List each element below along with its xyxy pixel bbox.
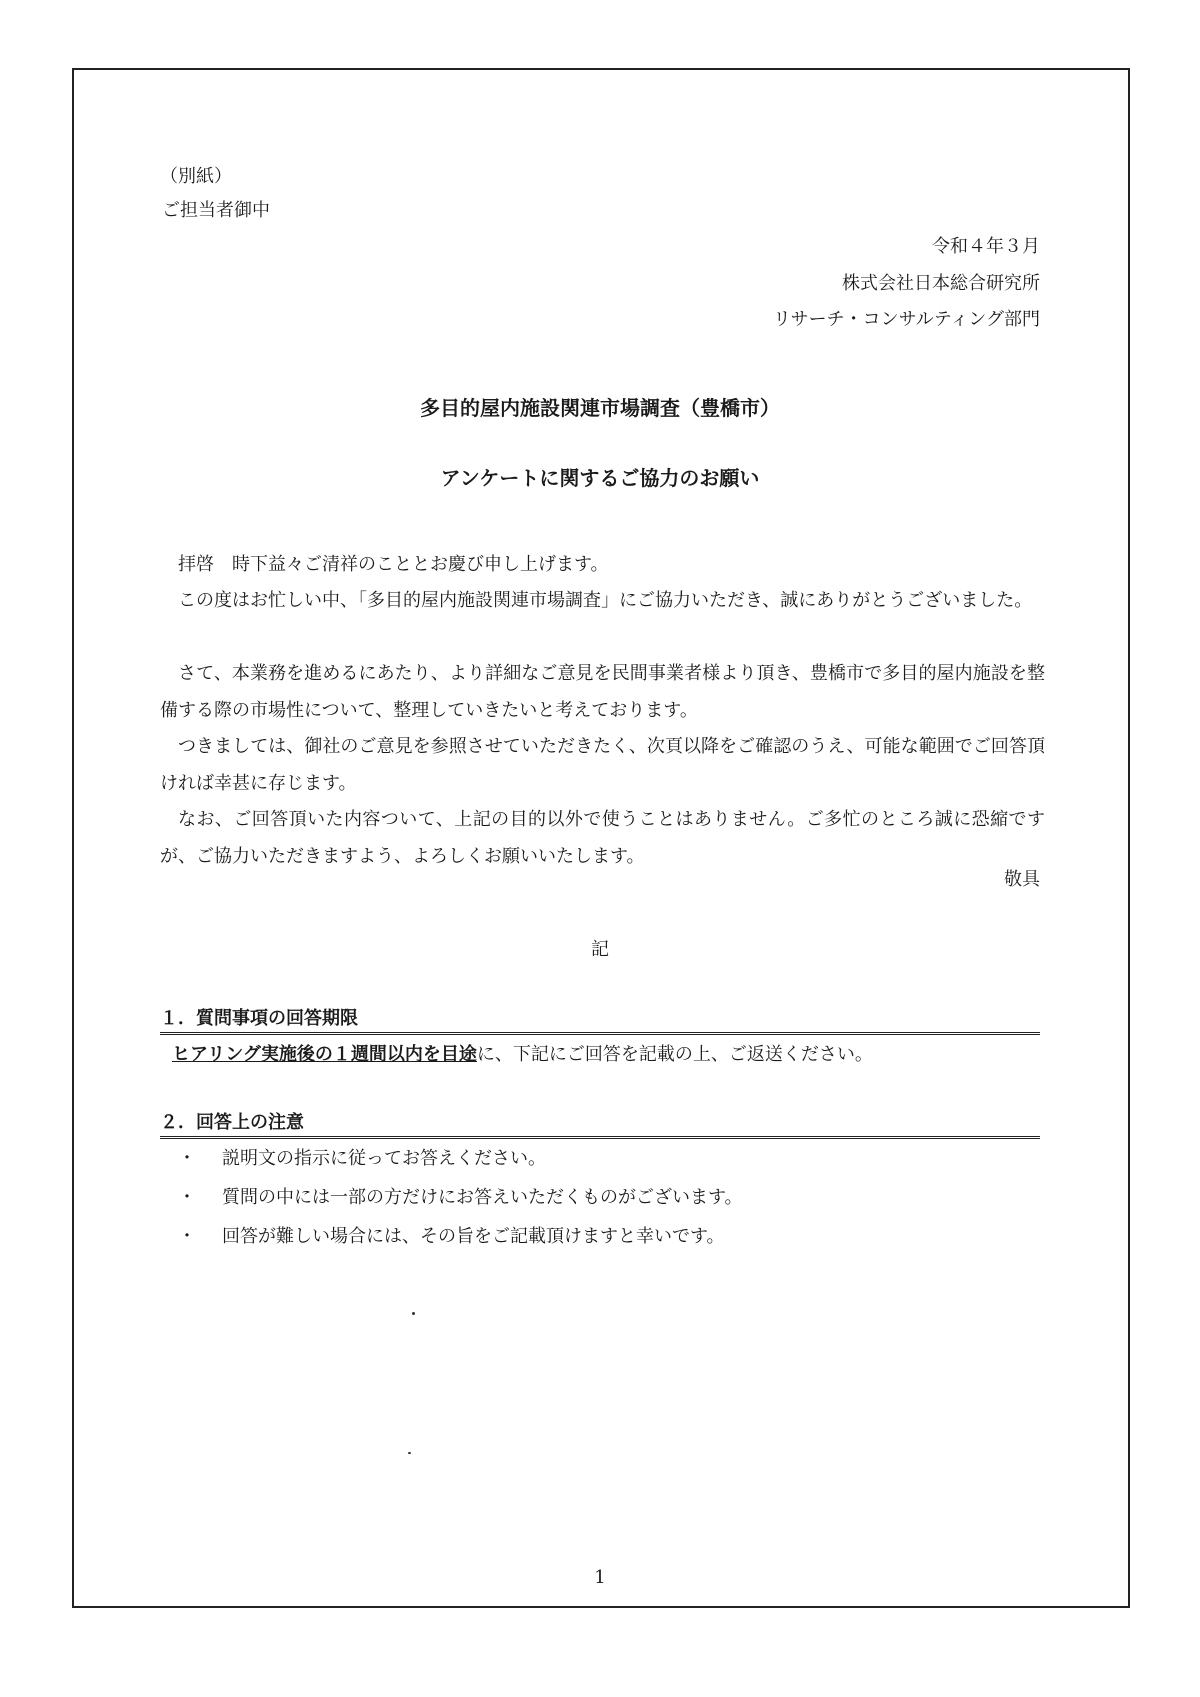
bullet-mark: ・ bbox=[178, 1148, 196, 1169]
note-text: 説明文の指示に従ってお答えください。 bbox=[222, 1148, 546, 1169]
closing-word: 敬具 bbox=[1004, 869, 1040, 890]
section-1-text bbox=[172, 1043, 873, 1067]
issue-date: 令和４年３月 bbox=[932, 236, 1040, 257]
section-1-heading: １．質問事項の回答期限 bbox=[160, 1004, 1040, 1035]
greeting-paragraph: 拝啓 時下益々ご清祥のこととお慶び申し上げます。 bbox=[178, 554, 609, 575]
deadline-emphasis: ヒアリング実施後の１週間以内を目途 bbox=[172, 1044, 477, 1065]
note-item bbox=[178, 1225, 725, 1249]
recipient-line: ご担当者御中 bbox=[162, 200, 270, 221]
department-name: リサーチ・コンサルティング部門 bbox=[773, 309, 1040, 330]
note-item bbox=[178, 1186, 743, 1210]
note-text: 回答が難しい場合には、その旨をご記載頂けますと幸いです。 bbox=[222, 1226, 725, 1247]
bullet-mark: ・ bbox=[178, 1187, 196, 1208]
scan-speck bbox=[408, 1452, 411, 1454]
document-title: 多目的屋内施設関連市場調査（豊橋市） bbox=[420, 396, 780, 420]
bullet-mark: ・ bbox=[178, 1226, 196, 1247]
body-paragraph-4: なお、ご回答頂いた内容ついて、上記の目的以外で使うことはありません。ご多忙のところ誠に恐縮ですが、ご協力いただきますよう、よろしくお願いいたします。 bbox=[160, 809, 1045, 867]
document-subtitle: アンケートに関するご協力のお願い bbox=[440, 466, 760, 490]
note-item bbox=[178, 1147, 546, 1171]
scan-speck bbox=[412, 1312, 415, 1315]
section-2-heading: ２．回答上の注意 bbox=[160, 1108, 1040, 1139]
attachment-label: （別紙） bbox=[160, 166, 232, 187]
page-number: 1 bbox=[594, 1567, 606, 1588]
company-name: 株式会社日本総合研究所 bbox=[842, 273, 1040, 294]
note-text: 質問の中には一部の方だけにお答えいただくものがございます。 bbox=[222, 1187, 743, 1208]
deadline-rest: に、下記にご回答を記載の上、ご返送ください。 bbox=[476, 1044, 873, 1065]
body-paragraph-1: この度はお忙しい中、「多目的屋内施設関連市場調査」にご協力いただき、誠にありがとうございました。 bbox=[178, 590, 1033, 611]
body-paragraph-2: さて、本業務を進めるにあたり、より詳細なご意見を民間事業者様より頂き、豊橋市で多目的屋内施設を整備する際の市場性について、整理していきたいと考えております。 bbox=[160, 663, 1045, 721]
ki-mark: 記 bbox=[591, 939, 609, 960]
body-paragraph-3: つきましては、御社のご意見を参照させていただきたく、次頁以降をご確認のうえ、可能な範囲でご回答頂ければ幸甚に存じます。 bbox=[160, 736, 1045, 794]
